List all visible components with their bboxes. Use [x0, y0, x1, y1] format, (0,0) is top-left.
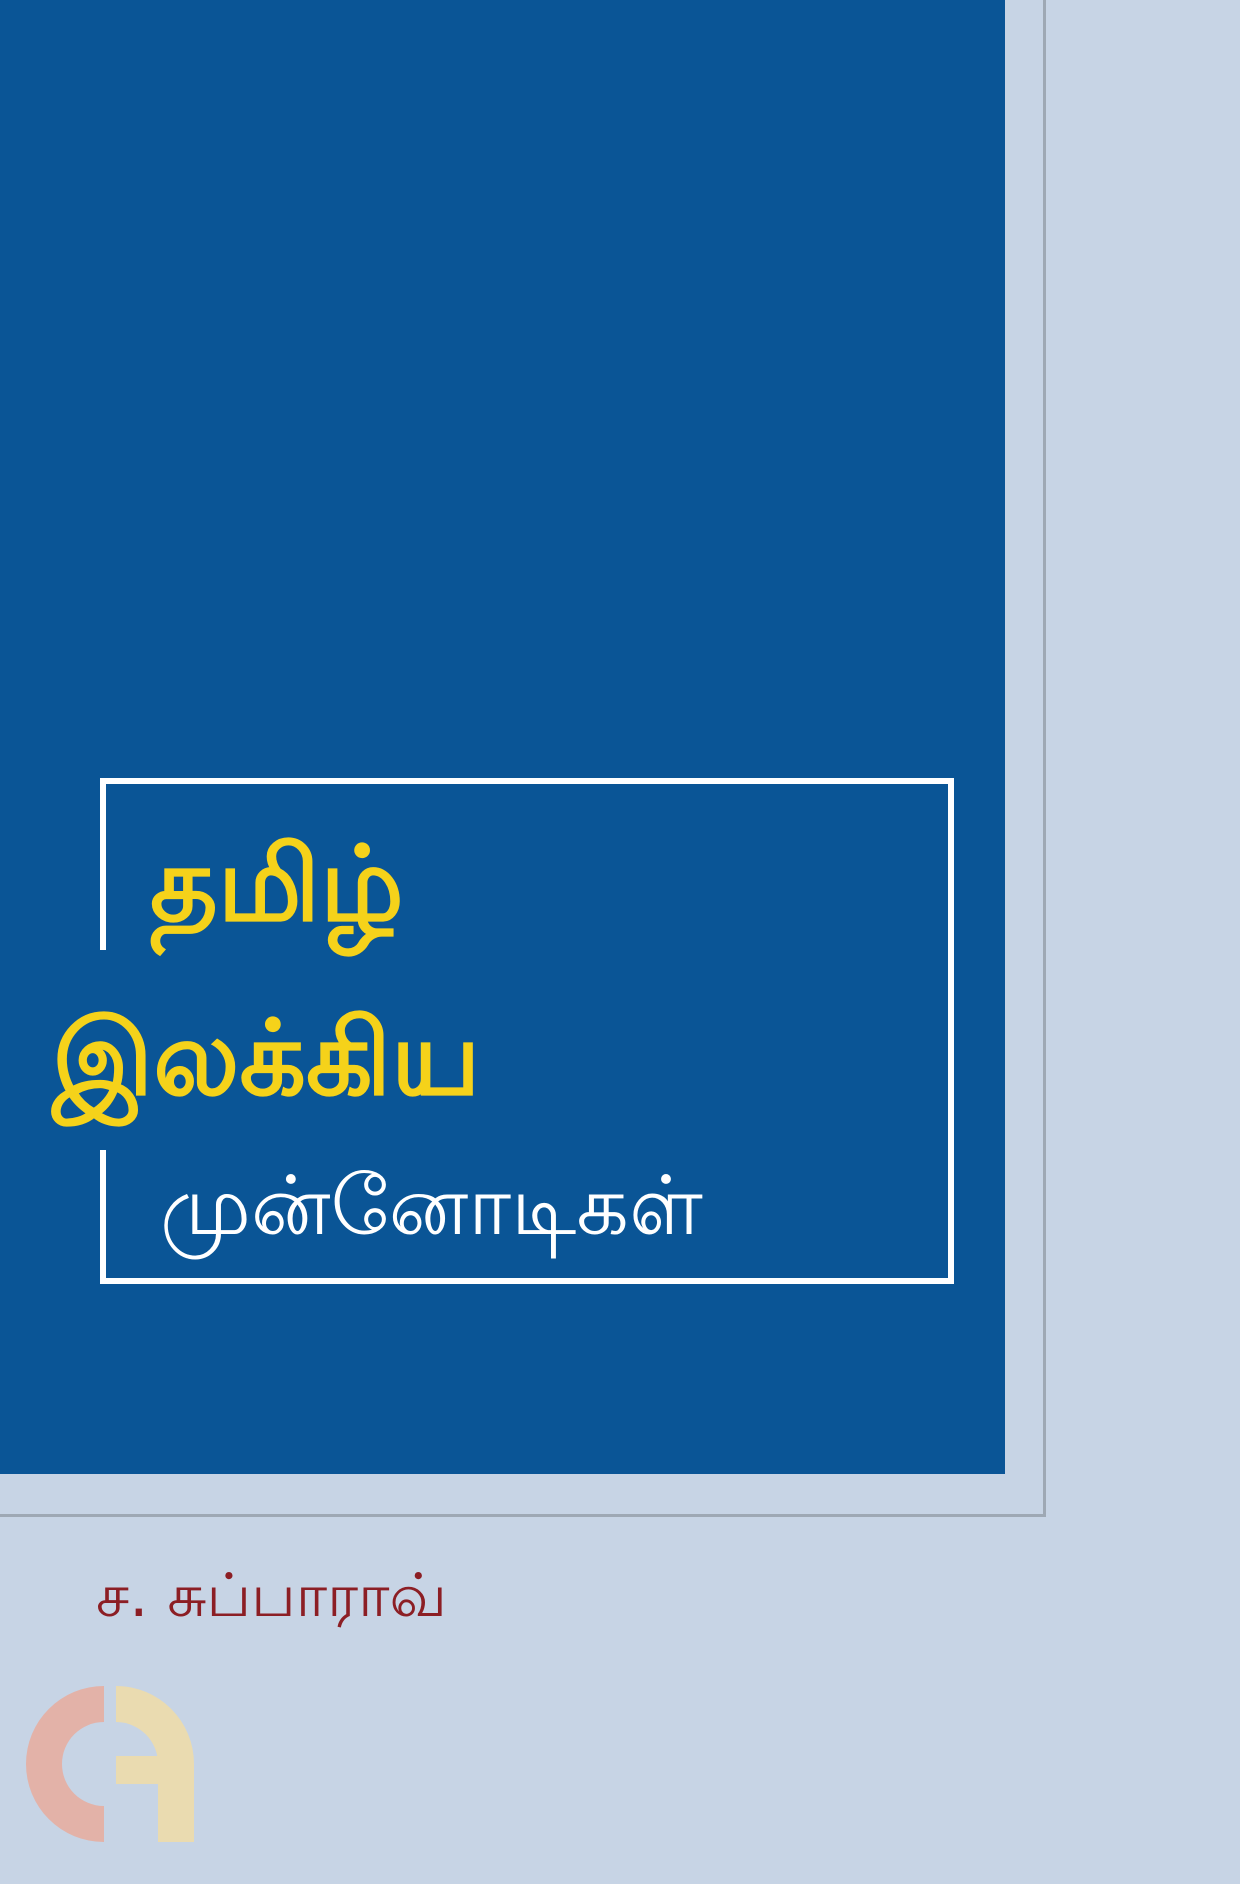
title-line-1: தமிழ் [150, 823, 404, 945]
author-name: ச. சுப்பாராவ் [96, 1561, 447, 1631]
publisher-logo-icon [18, 1678, 212, 1852]
title-line-2: இலக்கிய [52, 997, 481, 1119]
title-line-3: முன்னோடிகள் [160, 1159, 703, 1254]
